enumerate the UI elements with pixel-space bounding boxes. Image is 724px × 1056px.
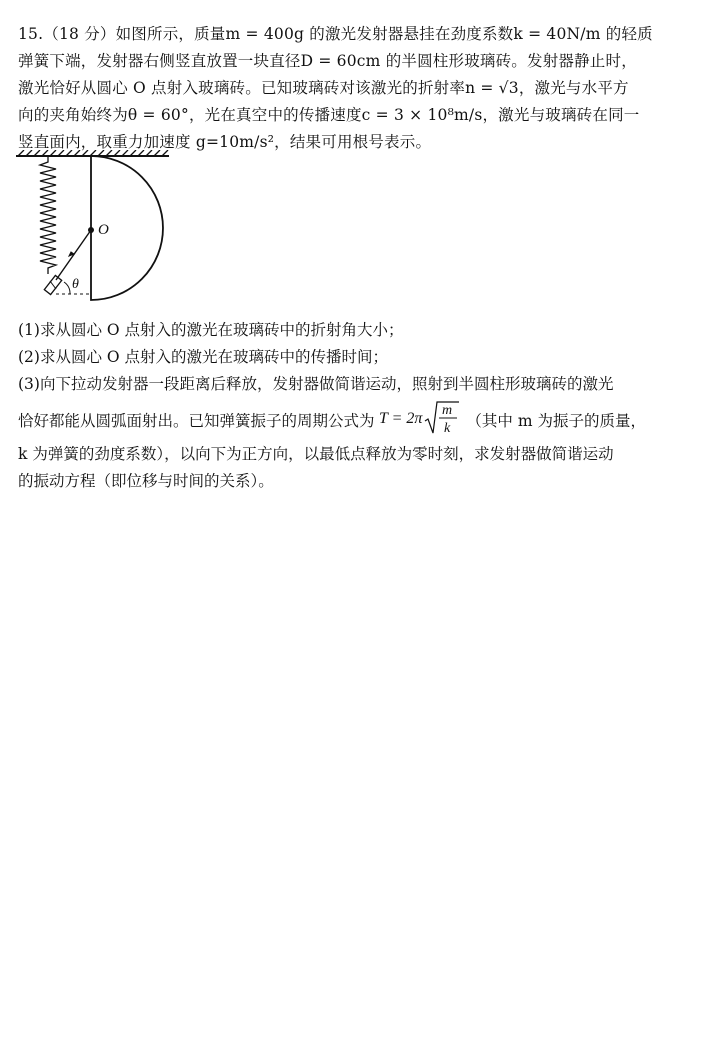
question-2: (2)求从圆心 O 点射入的激光在玻璃砖中的传播时间； [18, 348, 389, 366]
question-1: (1)求从圆心 O 点射入的激光在玻璃砖中的折射角大小； [18, 321, 404, 339]
q3-text-before-formula: 恰好都能从圆弧面射出。已知弹簧振子的周期公式为 [18, 412, 375, 430]
formula-lhs: T = 2π [379, 410, 423, 427]
problem-line-2: 弹簧下端，发射器右侧竖直放置一块直径D = 60cm 的半圆柱形玻璃砖。发射器静止时， [18, 52, 637, 70]
label-O: O [98, 222, 109, 238]
q3-text-after-formula: （其中 m 为振子的质量， [466, 412, 646, 430]
physics-figure [14, 150, 184, 314]
problem-line-1: 15.（18 分）如图所示，质量m = 400g 的激光发射器悬挂在劲度系数k = 40N/m 的轻质 [18, 25, 653, 43]
period-formula-svg [379, 399, 461, 437]
question-3-line-1: (3)向下拉动发射器一段距离后释放，发射器做简谐运动，照射到半圆柱形玻璃砖的激光 [18, 375, 614, 393]
formula-den: k [444, 421, 451, 436]
laser-beam [56, 230, 91, 280]
center-point-O [88, 227, 94, 233]
question-3-line-3: k 为弹簧的劲度系数），以向下为正方向，以最低点释放为零时刻，求发射器做简谐运动 [18, 445, 614, 463]
question-3-line-2 [18, 399, 646, 437]
formula-num: m [442, 403, 453, 418]
period-formula [379, 399, 461, 441]
theta-arc [64, 282, 70, 294]
problem-line-5: 竖直面内，取重力加速度 g=10m/s²，结果可用根号表示。 [18, 133, 432, 151]
problem-line-4: 向的夹角始终为θ = 60°，光在真空中的传播速度c = 3 × 10⁸m/s，激光与玻璃砖在同一 [18, 106, 640, 124]
question-3-line-4: 的振动方程（即位移与时间的关系）。 [18, 472, 274, 490]
problem-line-3: 激光恰好从圆心 O 点射入玻璃砖。已知玻璃砖对该激光的折射率n = √3，激光与水平方 [18, 79, 629, 97]
label-theta: θ [72, 277, 79, 292]
spring-laser-glass-diagram [14, 150, 184, 310]
spring [40, 156, 56, 274]
